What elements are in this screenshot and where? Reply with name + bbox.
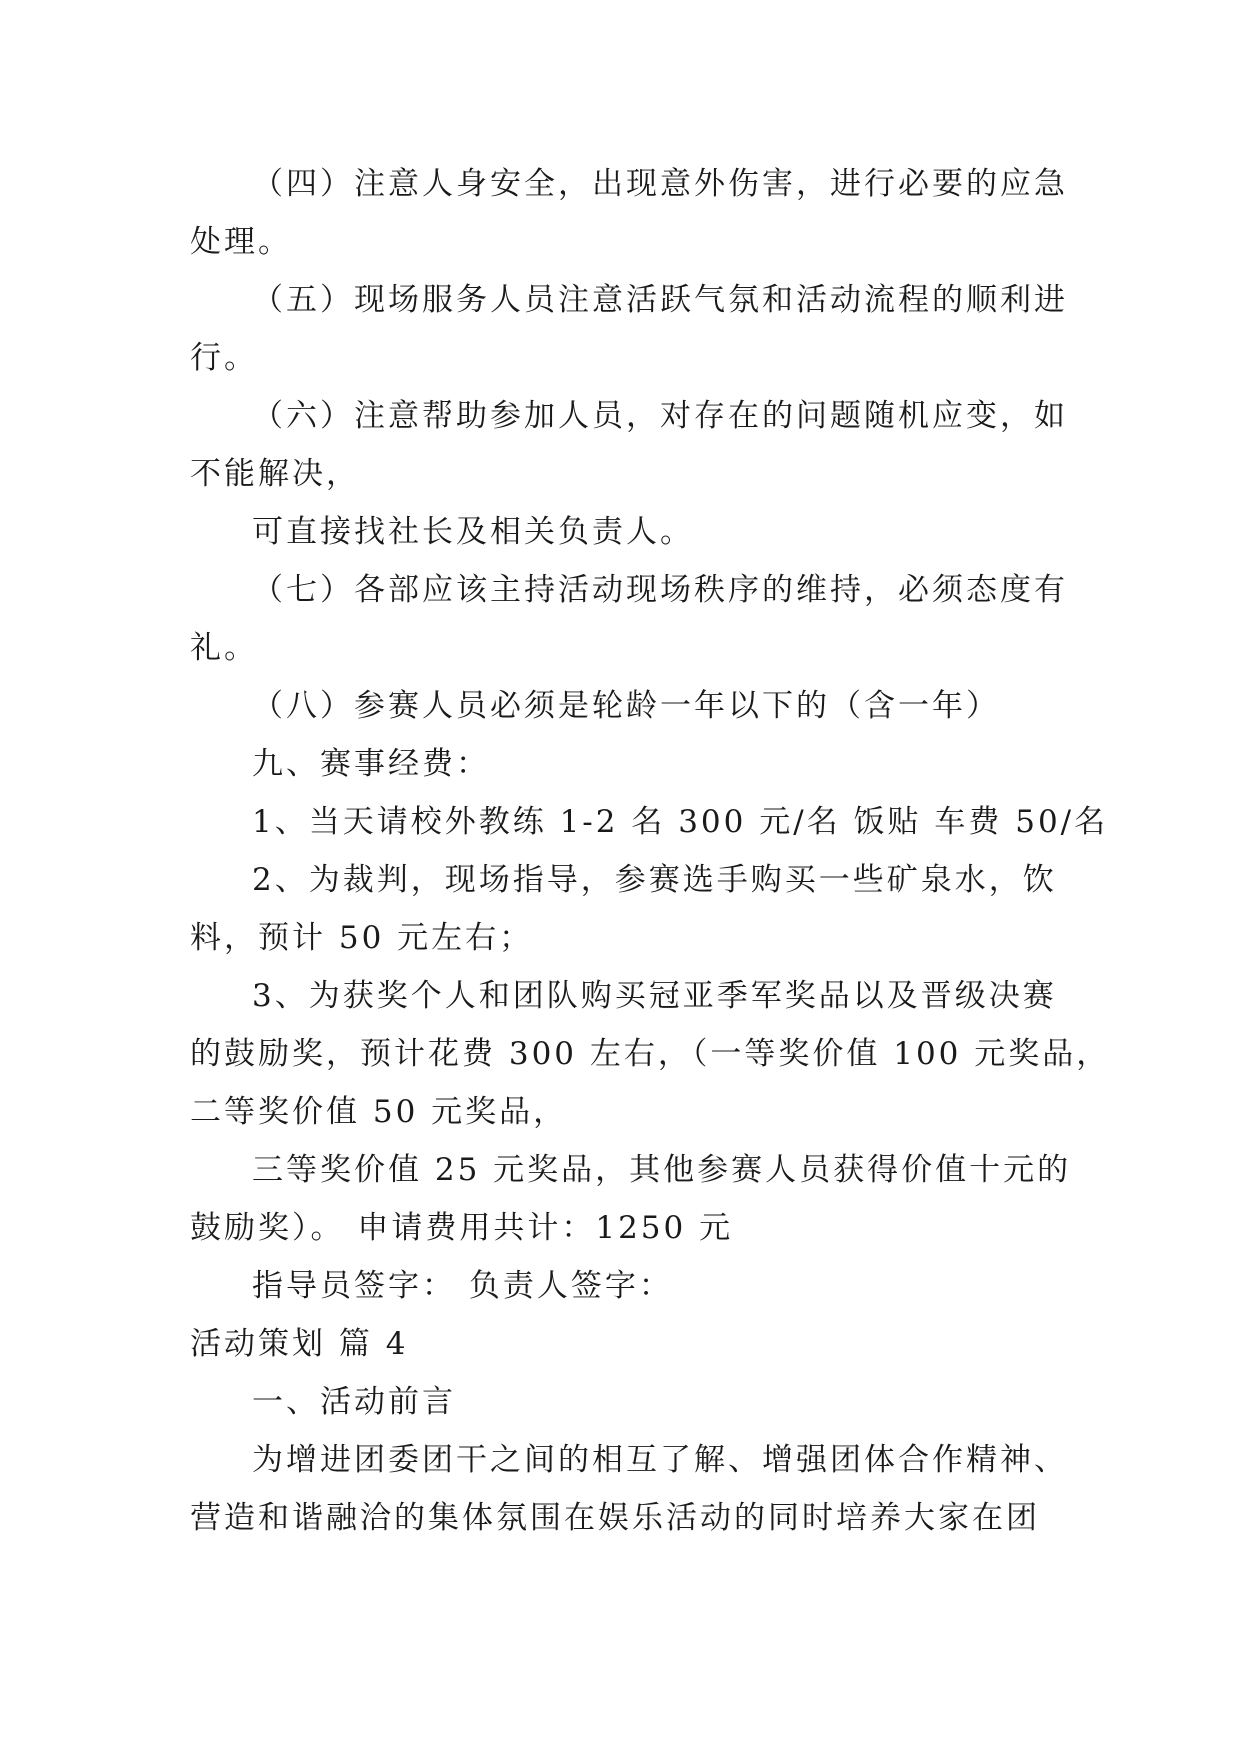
paragraph-item-5-line-1: （五）现场服务人员注意活跃气氛和活动流程的顺利进: [252, 282, 1068, 318]
paragraph-item-5-line-2: 行。: [190, 340, 258, 376]
paragraph-item-6-line-1: （六）注意帮助参加人员，对存在的问题随机应变，如: [252, 398, 1068, 434]
preface-line-2: 营造和谐融洽的集体氛围在娱乐活动的同时培养大家在团: [190, 1500, 1040, 1536]
budget-item-2-line-1: 2、为裁判，现场指导，参赛选手购买一些矿泉水，饮: [252, 862, 1057, 898]
budget-item-1-line: 1、当天请校外教练 1-2 名 300 元/名 饭贴 车费 50/名: [252, 804, 1109, 840]
section-heading-preface: 一、活动前言: [252, 1384, 456, 1420]
paragraph-item-4-line-2: 处理。: [190, 224, 292, 260]
budget-total-line: 鼓励奖）。 申请费用共计：1250 元: [190, 1210, 734, 1246]
paragraph-item-7-line-2: 礼。: [190, 630, 258, 666]
signature-line: 指导员签字： 负责人签字：: [252, 1268, 673, 1304]
article-title: 活动策划 篇 4: [190, 1326, 409, 1362]
section-heading-budget: 九、赛事经费：: [252, 746, 490, 782]
paragraph-item-6-line-2: 不能解决，: [190, 456, 360, 492]
paragraph-item-4-line-1: （四）注意人身安全，出现意外伤害，进行必要的应急: [252, 166, 1068, 202]
budget-item-3-line-1: 3、为获奖个人和团队购买冠亚季军奖品以及晋级决赛: [252, 978, 1057, 1014]
paragraph-item-7-line-1: （七）各部应该主持活动现场秩序的维持，必须态度有: [252, 572, 1068, 608]
budget-item-3-line-3: 二等奖价值 50 元奖品，: [190, 1094, 568, 1130]
paragraph-contact-line: 可直接找社长及相关负责人。: [252, 514, 694, 550]
preface-line-1: 为增进团委团干之间的相互了解、增强团体合作精神、: [252, 1442, 1068, 1478]
budget-item-3-line-2: 的鼓励奖，预计花费 300 左右，（一等奖价值 100 元奖品，: [190, 1036, 1111, 1072]
budget-item-3-line-4: 三等奖价值 25 元奖品，其他参赛人员获得价值十元的: [252, 1152, 1072, 1188]
paragraph-item-8-line: （八）参赛人员必须是轮龄一年以下的（含一年）: [252, 688, 1000, 724]
budget-item-2-line-2: 料，预计 50 元左右；: [190, 920, 534, 956]
